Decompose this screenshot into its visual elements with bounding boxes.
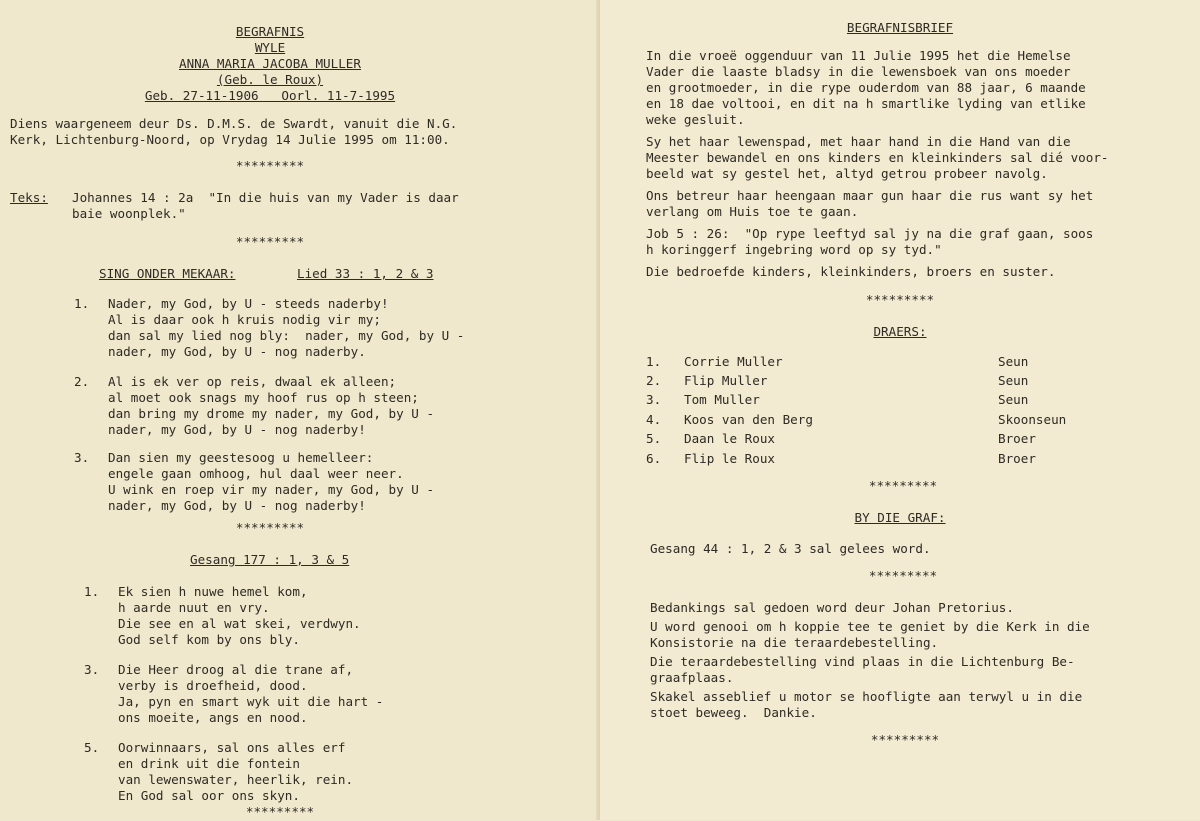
dates: Geb. 27-11-1906 Oorl. 11-7-1995	[144, 88, 396, 103]
para2-line-3: beeld wat sy gestel het, altyd getrou probeer navolg.	[646, 166, 1048, 181]
para5: Die bedroefde kinders, kleinkinders, broers en suster.	[646, 264, 1056, 279]
draer-4-name: Koos van den Berg	[684, 412, 813, 427]
para4-line-2: h koringgerf ingebring word op sy tyd."	[646, 242, 942, 257]
gesang-verse-5-line-3: van lewenswater, heerlik, rein.	[118, 772, 354, 787]
gesang-verse-5-line-4: En God sal oor ons skyn.	[118, 788, 300, 803]
draer-6-name: Flip le Roux	[684, 451, 775, 466]
draer-3-relation: Seun	[998, 392, 1029, 407]
draer-3-name: Tom Muller	[684, 392, 760, 407]
separator-1: *********	[235, 158, 305, 173]
draer-6-relation: Broer	[998, 451, 1036, 466]
lied-verse-3-line-2: engele gaan omhoog, hul daal weer neer.	[108, 466, 404, 481]
deceased-name: ANNA MARIA JACOBA MULLER	[179, 56, 361, 71]
text-line-1: Johannes 14 : 2a "In die huis van my Vader is daar	[72, 190, 459, 205]
gesang-verse-3-line-3: Ja, pyn en smart wyk uit die hart -	[118, 694, 384, 709]
gesang-verse-5-line-1: Oorwinnaars, sal ons alles erf	[118, 740, 346, 755]
notice-2-line-1: U word genooi om h koppie tee te geniet by die Kerk in die	[650, 619, 1090, 634]
draer-1-name: Corrie Muller	[684, 354, 783, 369]
draer-2-relation: Seun	[998, 373, 1029, 388]
separator-3: *********	[235, 520, 305, 535]
para1-line-2: Vader die laaste bladsy in die lewensboek van ons moeder	[646, 64, 1071, 79]
gesang-verse-1-number: 1.	[84, 584, 100, 599]
draer-4-number: 4.	[646, 412, 662, 427]
service-line-1: Diens waargeneem deur Ds. D.M.S. de Swardt, vanuit die N.G.	[10, 116, 458, 131]
para2-line-2: Meester bewandel en ons kinders en kleinkinders sal dié voor-	[646, 150, 1109, 165]
draer-1-number: 1.	[646, 354, 662, 369]
draer-5-name: Daan le Roux	[684, 431, 775, 446]
gesang-verse-5-line-2: en drink uit die fontein	[118, 756, 300, 771]
separator-2: *********	[235, 234, 305, 249]
draers-heading: DRAERS:	[873, 324, 927, 339]
para1-line-3: en grootmoeder, in die rype ouderdom van 88 jaar, 6 maande	[646, 80, 1086, 95]
lied-verse-1-line-4: nader, my God, by U - nog naderby.	[108, 344, 366, 359]
draer-3-number: 3.	[646, 392, 662, 407]
notice-1: Bedankings sal gedoen word deur Johan Pretorius.	[650, 600, 1014, 615]
para1-line-5: weke gesluit.	[646, 112, 745, 127]
lied-verse-2-line-1: Al is ek ver op reis, dwaal ek alleen;	[108, 374, 397, 389]
separator-r2: *********	[868, 478, 938, 493]
gesang-reference: Gesang 177 : 1, 3 & 5	[190, 552, 350, 567]
gesang-verse-3-line-2: verby is droefheid, dood.	[118, 678, 308, 693]
lied-verse-2-line-4: nader, my God, by U - nog naderby!	[108, 422, 366, 437]
gesang-verse-1-line-3: Die see en al wat skei, verdwyn.	[118, 616, 361, 631]
lied-verse-1-line-1: Nader, my God, by U - steeds naderby!	[108, 296, 389, 311]
lied-verse-2-line-3: dan bring my drome my nader, my God, by U -	[108, 406, 435, 421]
notice-4-line-1: Skakel asseblief u motor se hoofligte aan terwyl u in die	[650, 689, 1083, 704]
title: BEGRAFNIS	[235, 24, 305, 39]
draer-2-number: 2.	[646, 373, 662, 388]
draer-2-name: Flip Muller	[684, 373, 768, 388]
lied-verse-3-line-4: nader, my God, by U - nog naderby!	[108, 498, 366, 513]
draer-1-relation: Seun	[998, 354, 1029, 369]
left-page	[0, 0, 600, 820]
notice-3-line-2: graafplaas.	[650, 670, 734, 685]
lied-reference: Lied 33 : 1, 2 & 3	[297, 266, 434, 281]
gesang-verse-5-number: 5.	[84, 740, 100, 755]
para4-line-1: Job 5 : 26: "Op rype leeftyd sal jy na die graf gaan, soos	[646, 226, 1094, 241]
graf-heading: BY DIE GRAF:	[854, 510, 946, 525]
separator-r3: *********	[868, 568, 938, 583]
para1-line-4: en 18 dae voltooi, en dit na h smartlike lyding van etlike	[646, 96, 1086, 111]
text-label: Teks:	[10, 190, 48, 205]
subtitle: WYLE	[254, 40, 286, 55]
notice-2-line-2: Konsistorie na die teraardebestelling.	[650, 635, 939, 650]
lied-verse-1-number: 1.	[74, 296, 90, 311]
lied-verse-2-number: 2.	[74, 374, 90, 389]
lied-verse-3-number: 3.	[74, 450, 90, 465]
draer-6-number: 6.	[646, 451, 662, 466]
gesang-verse-3-line-1: Die Heer droog al die trane af,	[118, 662, 354, 677]
para2-line-1: Sy het haar lewenspad, met haar hand in die Hand van die	[646, 134, 1071, 149]
separator-r4: *********	[870, 732, 940, 747]
gesang-verse-3-number: 3.	[84, 662, 100, 677]
graf-gesang: Gesang 44 : 1, 2 & 3 sal gelees word.	[650, 541, 931, 556]
para3-line-2: verlang om Huis toe te gaan.	[646, 204, 859, 219]
right-page	[600, 0, 1200, 820]
separator-4: *********	[245, 804, 315, 819]
para1-line-1: In die vroeë oggenduur van 11 Julie 1995 het die Hemelse	[646, 48, 1071, 63]
sing-heading: SING ONDER MEKAAR:	[99, 266, 236, 281]
lied-verse-1-line-2: Al is daar ook h kruis nodig vir my;	[108, 312, 381, 327]
para3-line-1: Ons betreur haar heengaan maar gun haar die rus want sy het	[646, 188, 1094, 203]
service-line-2: Kerk, Lichtenburg-Noord, op Vrydag 14 Julie 1995 om 11:00.	[10, 132, 450, 147]
letter-title: BEGRAFNISBRIEF	[846, 20, 954, 35]
draer-4-relation: Skoonseun	[998, 412, 1067, 427]
gesang-verse-3-line-4: ons moeite, angs en nood.	[118, 710, 308, 725]
notice-4-line-2: stoet beweeg. Dankie.	[650, 705, 817, 720]
lied-verse-2-line-2: al moet ook snags my hoof rus op h steen;	[108, 390, 419, 405]
lied-verse-3-line-1: Dan sien my geestesoog u hemelleer:	[108, 450, 374, 465]
lied-verse-3-line-3: U wink en roep vir my nader, my God, by U -	[108, 482, 435, 497]
gesang-verse-1-line-4: God self kom by ons bly.	[118, 632, 300, 647]
draer-5-number: 5.	[646, 431, 662, 446]
maiden-name: (Geb. le Roux)	[216, 72, 324, 87]
notice-3-line-1: Die teraardebestelling vind plaas in die Lichtenburg Be-	[650, 654, 1075, 669]
text-line-2: baie woonplek."	[72, 206, 186, 221]
gesang-verse-1-line-2: h aarde nuut en vry.	[118, 600, 270, 615]
draer-5-relation: Broer	[998, 431, 1036, 446]
lied-verse-1-line-3: dan sal my lied nog bly: nader, my God, by U -	[108, 328, 465, 343]
separator-r1: *********	[865, 292, 935, 307]
gesang-verse-1-line-1: Ek sien h nuwe hemel kom,	[118, 584, 308, 599]
